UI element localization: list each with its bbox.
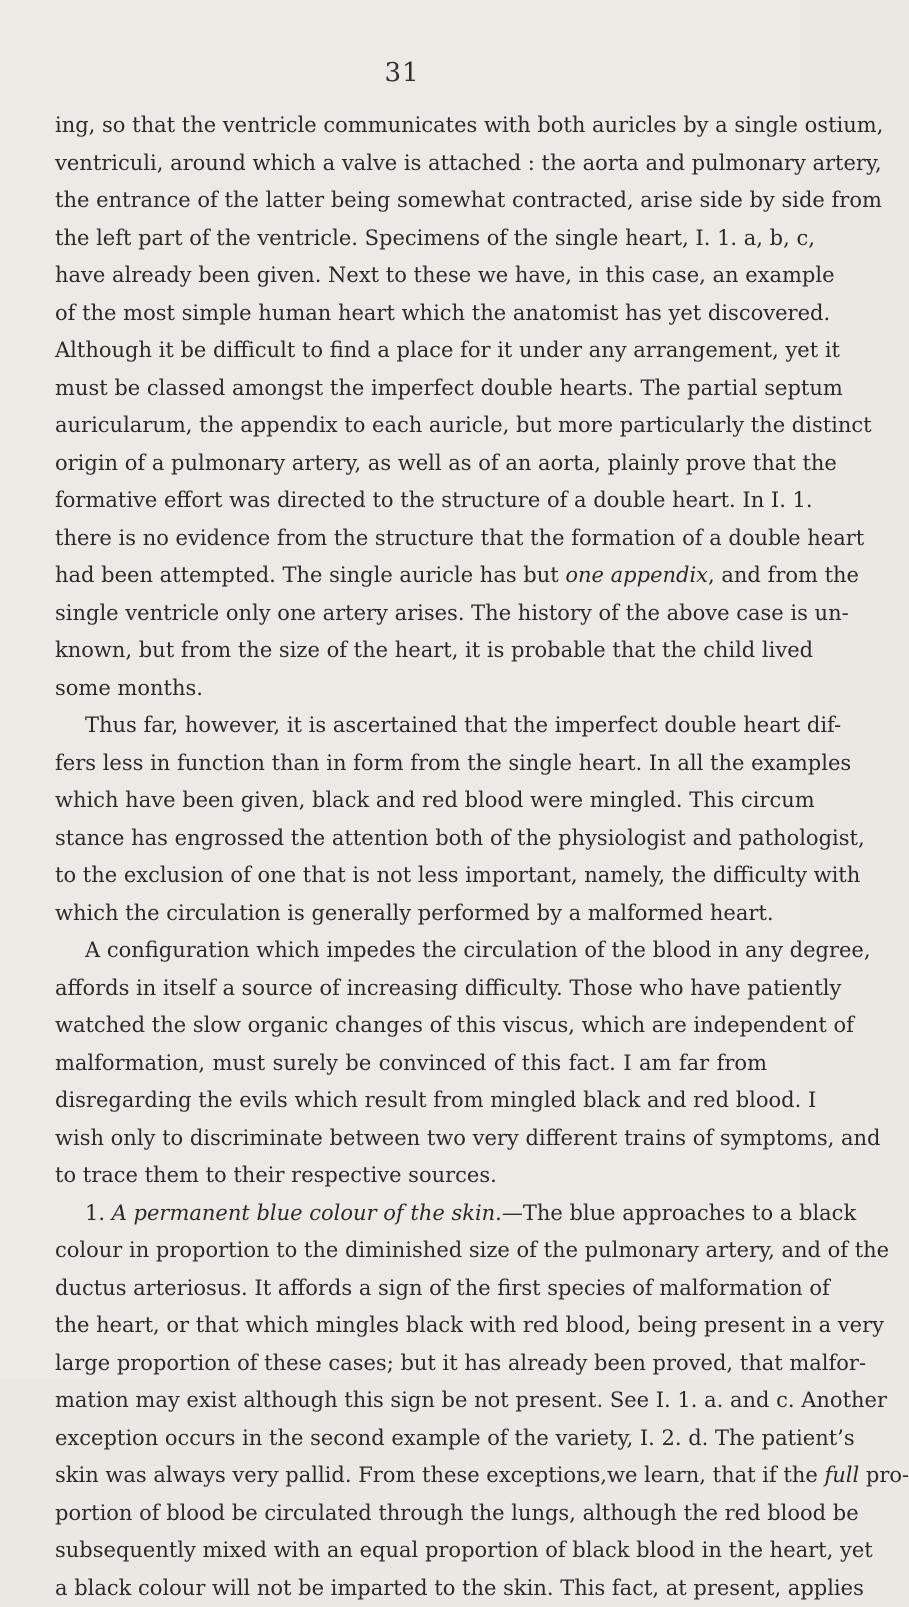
text-line: which the circulation is generally performed by a malformed heart. [55, 895, 767, 933]
text-line: malformation, must surely be convinced of this fact. I am far from [55, 1045, 767, 1083]
text-line: fers less in function than in form from the single heart. In all the examples [55, 745, 767, 783]
text-segment: had been attempted. The single auricle has but [55, 563, 565, 587]
text-line: have already been given. Next to these we have, in this case, an example [55, 257, 767, 295]
text-line: large proportion of these cases; but it has already been proved, that malfor- [55, 1345, 767, 1383]
text-line: to the exclusion of one that is not less important, namely, the difficulty with [55, 857, 767, 895]
text-line: mation may exist although this sign be not present. See I. 1. a. and c. Another [55, 1382, 767, 1420]
text-line: the entrance of the latter being somewhat contracted, arise side by side from [55, 182, 767, 220]
text-line: origin of a pulmonary artery, as well as of an aorta, plainly prove that the [55, 445, 767, 483]
text-line: ductus arteriosus. It affords a sign of the first species of malformation of [55, 1270, 767, 1308]
text-line: the left part of the ventricle. Specimens of the single heart, I. 1. a, b, c, [55, 220, 767, 258]
italic-text-segment: full [824, 1463, 859, 1487]
text-line: which have been given, black and red blood were mingled. This circum [55, 782, 767, 820]
text-line: a black colour will not be imparted to the skin. This fact, at present, applies [55, 1570, 767, 1607]
text-line: exception occurs in the second example of the variety, I. 2. d. The patient’s [55, 1420, 767, 1458]
text-line: known, but from the size of the heart, it is probable that the child lived [55, 632, 767, 670]
body-text [55, 107, 767, 1607]
text-segment: , and from the [708, 563, 859, 587]
text-line: disregarding the evils which result from mingled black and red blood. I [55, 1082, 767, 1120]
italic-text-segment: A permanent blue colour of the skin. [112, 1201, 502, 1225]
text-line: Thus far, however, it is ascertained that the imperfect double heart dif- [55, 707, 767, 745]
text-line: stance has engrossed the attention both of the physiologist and pathologist, [55, 820, 767, 858]
text-line: watched the slow organic changes of this viscus, which are independent of [55, 1007, 767, 1045]
text-line: single ventricle only one artery arises. The history of the above case is un- [55, 595, 767, 633]
text-segment: pro- [859, 1463, 909, 1487]
text-line: colour in proportion to the diminished size of the pulmonary artery, and of the [55, 1232, 767, 1270]
text-line: ventriculi, around which a valve is attached : the aorta and pulmonary artery, [55, 145, 767, 183]
text-line: affords in itself a source of increasing difficulty. Those who have patiently [55, 970, 767, 1008]
text-line: Although it be difficult to find a place for it under any arrangement, yet it [55, 332, 767, 370]
text-line [55, 1195, 767, 1233]
text-line: must be classed amongst the imperfect double hearts. The partial septum [55, 370, 767, 408]
text-line: there is no evidence from the structure that the formation of a double heart [55, 520, 767, 558]
text-line: ing, so that the ventricle communicates with both auricles by a single ostium, [55, 107, 767, 145]
text-segment: 1. [85, 1201, 112, 1225]
text-line: some months. [55, 670, 767, 708]
italic-text-segment: one appendix [565, 563, 708, 587]
text-line: formative effort was directed to the structure of a double heart. In I. 1. [55, 482, 767, 520]
text-line: A configuration which impedes the circulation of the blood in any degree, [55, 932, 767, 970]
text-line: of the most simple human heart which the anatomist has yet discovered. [55, 295, 767, 333]
text-line [55, 557, 767, 595]
page-number: 31 [382, 58, 422, 88]
text-line: auricularum, the appendix to each auricle, but more particularly the distinct [55, 407, 767, 445]
text-line: portion of blood be circulated through the lungs, although the red blood be [55, 1495, 767, 1533]
text-line: wish only to discriminate between two very different trains of symptoms, and [55, 1120, 767, 1158]
text-segment: —The blue approaches to a black [502, 1201, 856, 1225]
text-line: to trace them to their respective sources. [55, 1157, 767, 1195]
text-line: subsequently mixed with an equal proportion of black blood in the heart, yet [55, 1532, 767, 1570]
text-line [55, 1457, 767, 1495]
text-segment: skin was always very pallid. From these exceptions,we learn, that if the [55, 1463, 824, 1487]
text-line: the heart, or that which mingles black with red blood, being present in a very [55, 1307, 767, 1345]
